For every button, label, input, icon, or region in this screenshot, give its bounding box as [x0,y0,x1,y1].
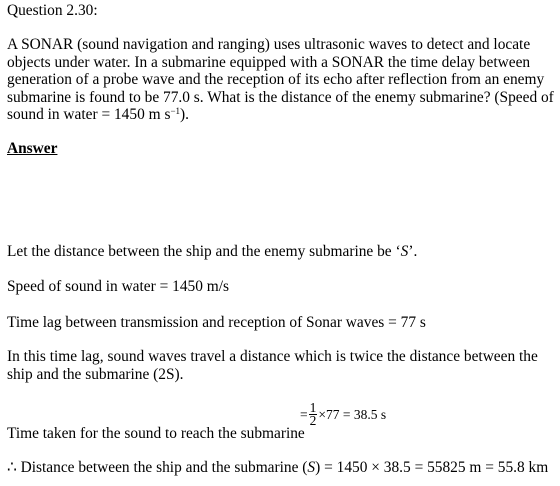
unit-exponent: −1 [170,106,181,116]
fraction-denominator: 2 [309,413,317,428]
solution-line-time-lag: Time lag between transmission and reception of Sonar waves = 77 s [7,314,426,331]
question-body: A SONAR (sound navigation and ranging) uses ultrasonic waves to detect and locate objects under water. In a submarine equipped with a SONAR the time delay between generation of a probe wave and the reception of its echo after reflection from an enemy submarine is found to be 77.0 s. What is the distance of the enemy submarine? (Speed of sound in water = 1450 m s [7,36,554,123]
answer-heading: Answer [7,140,58,157]
variable-s: S [400,243,409,260]
solution-line-time-to-submarine: Time taken for the sound to reach the submarine [7,425,305,442]
eq-equals: = [300,406,308,422]
line-text: Let the distance between the ship and the enemy submarine be ‘ [7,243,401,260]
question-end: ). [180,106,189,123]
line-text-end: ’. [408,243,418,260]
solution-line-final-distance [7,459,548,476]
question-title: Question 2.30: [7,2,98,19]
solution-line-travel: In this time lag, sound waves travel a distance which is twice the distance between the ship and the submarine (2S). [7,348,538,383]
fraction-numerator: 1 [309,400,317,415]
line-text-end: ) = 1450 × 38.5 = 55825 m = 55.8 km [315,459,549,476]
equation-half-time [300,402,386,427]
line-text: ∴ Distance between the ship and the submarine ( [7,459,308,476]
solution-line-distance [7,243,417,260]
variable-s: S [307,459,316,476]
question-text [7,36,555,124]
solution-line-speed: Speed of sound in water = 1450 m/s [7,278,229,295]
fraction-one-half [309,402,318,427]
eq-result: ×77 = 38.5 s [318,406,387,422]
